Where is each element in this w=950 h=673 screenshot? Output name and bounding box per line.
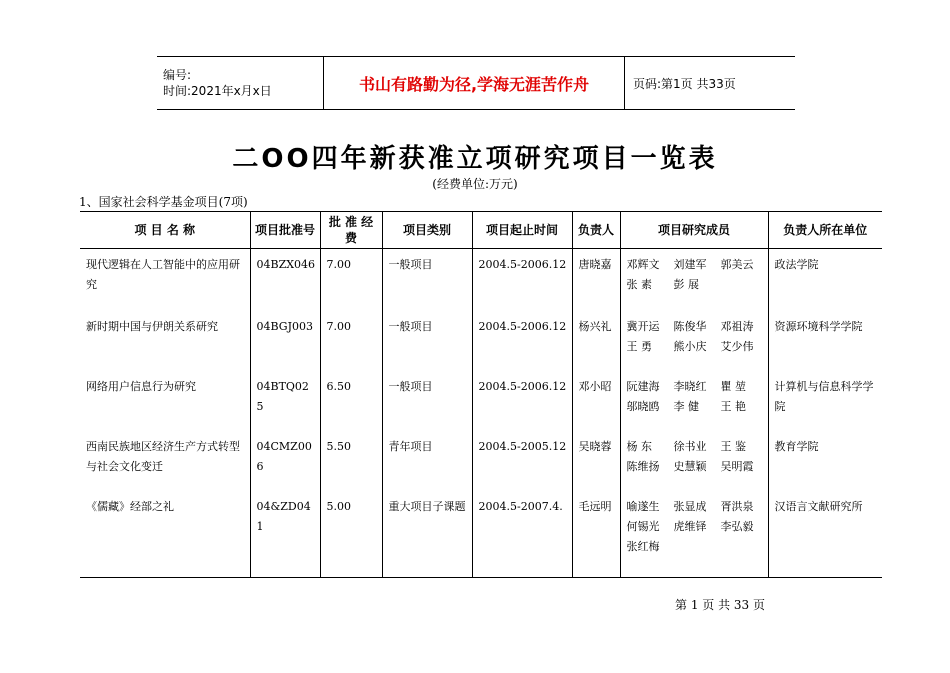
project-funding: 6.50 [320, 373, 382, 433]
project-funding: 5.00 [320, 493, 382, 578]
leader-unit: 教育学院 [774, 440, 819, 453]
leader-unit: 政法学院 [774, 258, 819, 271]
project-leader: 唐晓嘉 [572, 249, 620, 314]
member-name: 彭 展 [673, 278, 699, 291]
section-heading: 1、国家社会科学基金项目(7项) [79, 195, 248, 209]
table-header-row [80, 212, 882, 249]
member-name: 虎维铎 [673, 520, 707, 533]
member-name: 瞿 堃 [720, 380, 746, 393]
project-number: 04CMZ006 [250, 433, 320, 493]
member-list [627, 377, 764, 417]
member-name: 王 鉴 [720, 440, 746, 453]
member-list [627, 255, 764, 295]
project-category: 一般项目 [382, 313, 472, 373]
col-header-period: 项目起止时间 [472, 212, 572, 249]
member-list [627, 497, 764, 557]
project-table [80, 211, 882, 578]
member-name: 史慧颖 [673, 460, 707, 473]
member-name: 熊小庆 [673, 340, 707, 353]
header-time-label: 时间:2021年x月x日 [163, 84, 272, 98]
table-row [80, 313, 882, 373]
project-number: 04BZX046 [250, 249, 320, 314]
member-name: 郭美云 [720, 258, 754, 271]
project-name: 《儒藏》经部之礼 [80, 493, 250, 578]
project-members [620, 249, 768, 314]
header-slogan: 书山有路勤为径,学海无涯苦作舟 [323, 57, 625, 109]
project-leader: 邓小昭 [572, 373, 620, 433]
table-row [80, 373, 882, 433]
member-name: 王 勇 [626, 340, 652, 353]
project-category: 青年项目 [382, 433, 472, 493]
member-name: 陈维扬 [626, 460, 660, 473]
col-header-unit: 负责人所在单位 [768, 212, 882, 249]
member-list [627, 437, 764, 477]
project-period: 2004.5-2006.12 [472, 249, 572, 314]
project-members [620, 493, 768, 578]
project-leader: 毛远明 [572, 493, 620, 578]
col-header-members: 项目研究成员 [620, 212, 768, 249]
document-subtitle: (经费单位:万元) [432, 177, 518, 191]
member-name: 张 素 [626, 278, 652, 291]
member-name: 吴明霞 [720, 460, 754, 473]
table-row [80, 493, 882, 578]
table-body [80, 249, 882, 578]
project-members [620, 313, 768, 373]
col-header-name: 项 目 名 称 [80, 212, 250, 249]
project-name: 新时期中国与伊朗关系研究 [80, 313, 250, 373]
member-name: 李弘毅 [720, 520, 754, 533]
project-category: 一般项目 [382, 249, 472, 314]
member-name: 阮建海 [626, 380, 660, 393]
member-name: 艾少伟 [720, 340, 754, 353]
member-name: 邓祖涛 [720, 320, 754, 333]
project-name: 西南民族地区经济生产方式转型与社会文化变迁 [80, 433, 250, 493]
project-period: 2004.5-2006.12 [472, 373, 572, 433]
member-name: 喻遂生 [626, 500, 660, 513]
member-list [627, 317, 764, 357]
col-header-category: 项目类别 [382, 212, 472, 249]
member-name: 何锡光 [626, 520, 660, 533]
project-name: 现代逻辑在人工智能中的应用研究 [80, 249, 250, 314]
table-row [80, 433, 882, 493]
project-funding: 7.00 [320, 249, 382, 314]
header-page-label: 页码:第1页 共33页 [633, 76, 736, 91]
project-leader: 吴晓蓉 [572, 433, 620, 493]
project-number: 04&ZD041 [250, 493, 320, 578]
member-name: 徐书业 [673, 440, 707, 453]
project-category: 一般项目 [382, 373, 472, 433]
project-period: 2004.5-2006.12 [472, 313, 572, 373]
member-name: 杨 东 [626, 440, 652, 453]
header-number-label: 编号: [163, 68, 192, 82]
member-name: 冀开运 [626, 320, 660, 333]
member-name: 邓辉文 [626, 258, 660, 271]
table-row [80, 249, 882, 314]
project-funding: 7.00 [320, 313, 382, 373]
member-name: 陈俊华 [673, 320, 707, 333]
member-name: 张红梅 [626, 540, 660, 553]
member-name: 李晓红 [673, 380, 707, 393]
project-funding: 5.50 [320, 433, 382, 493]
member-name: 张显成 [673, 500, 707, 513]
member-name: 刘建军 [673, 258, 707, 271]
project-number: 04BGJ003 [250, 313, 320, 373]
header-meta [157, 57, 323, 109]
project-leader: 杨兴礼 [572, 313, 620, 373]
col-header-number: 项目批准号 [250, 212, 320, 249]
col-header-funding: 批 准 经 费 [320, 212, 382, 249]
page-footer: 第 1 页 共 33 页 [675, 598, 765, 612]
page-header [157, 56, 795, 110]
project-members [620, 433, 768, 493]
member-name: 邬晓鸥 [626, 400, 660, 413]
leader-unit: 汉语言文献研究所 [774, 500, 863, 513]
member-name: 王 艳 [720, 400, 746, 413]
col-header-leader: 负责人 [572, 212, 620, 249]
project-period: 2004.5-2007.4. [472, 493, 572, 578]
project-category: 重大项目子课题 [382, 493, 472, 578]
project-members [620, 373, 768, 433]
document-title: 二OO四年新获准立项研究项目一览表 [232, 144, 718, 174]
project-name: 网络用户信息行为研究 [80, 373, 250, 433]
member-name: 胥洪泉 [720, 500, 754, 513]
leader-unit: 计算机与信息科学学院 [774, 380, 874, 413]
project-number: 04BTQ025 [250, 373, 320, 433]
member-name: 李 健 [673, 400, 699, 413]
leader-unit: 资源环境科学学院 [774, 320, 863, 333]
project-period: 2004.5-2005.12 [472, 433, 572, 493]
